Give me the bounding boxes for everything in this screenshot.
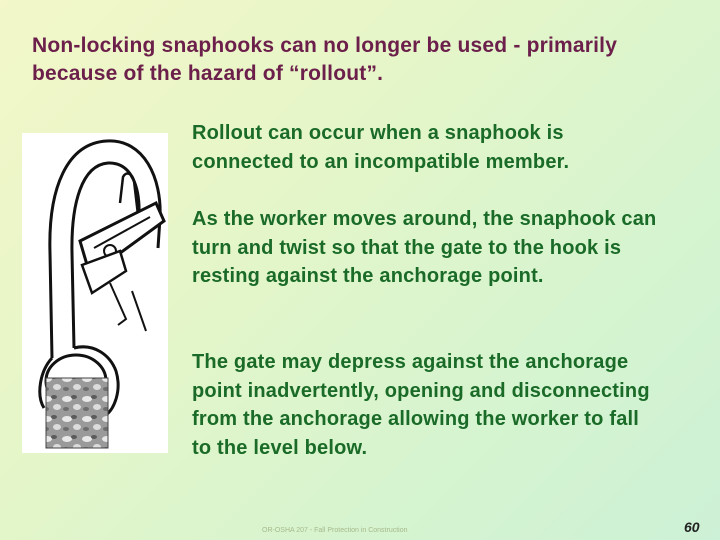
snaphook-illustration-icon	[22, 133, 168, 453]
paragraph-worker-moves: As the worker moves around, the snaphook can turn and twist so that the gate to the hook is resting against the anchorage point.	[192, 208, 657, 288]
snaphook-drawing	[22, 133, 168, 453]
slide-footer: OR-OSHA 207 - Fall Protection in Construction	[262, 527, 408, 534]
paragraph-rollout: Rollout can occur when a snaphook is connected to an incompatible member.	[192, 122, 570, 173]
page-number: 60	[684, 519, 700, 535]
slide-title: Non-locking snaphooks can no longer be used - primarily because of the hazard of “rollout”.	[32, 34, 618, 85]
paragraph-gate-depress: The gate may depress against the anchorage point inadvertently, opening and disconnecting from the anchorage allowing the worker to fall to the level below.	[192, 351, 650, 459]
